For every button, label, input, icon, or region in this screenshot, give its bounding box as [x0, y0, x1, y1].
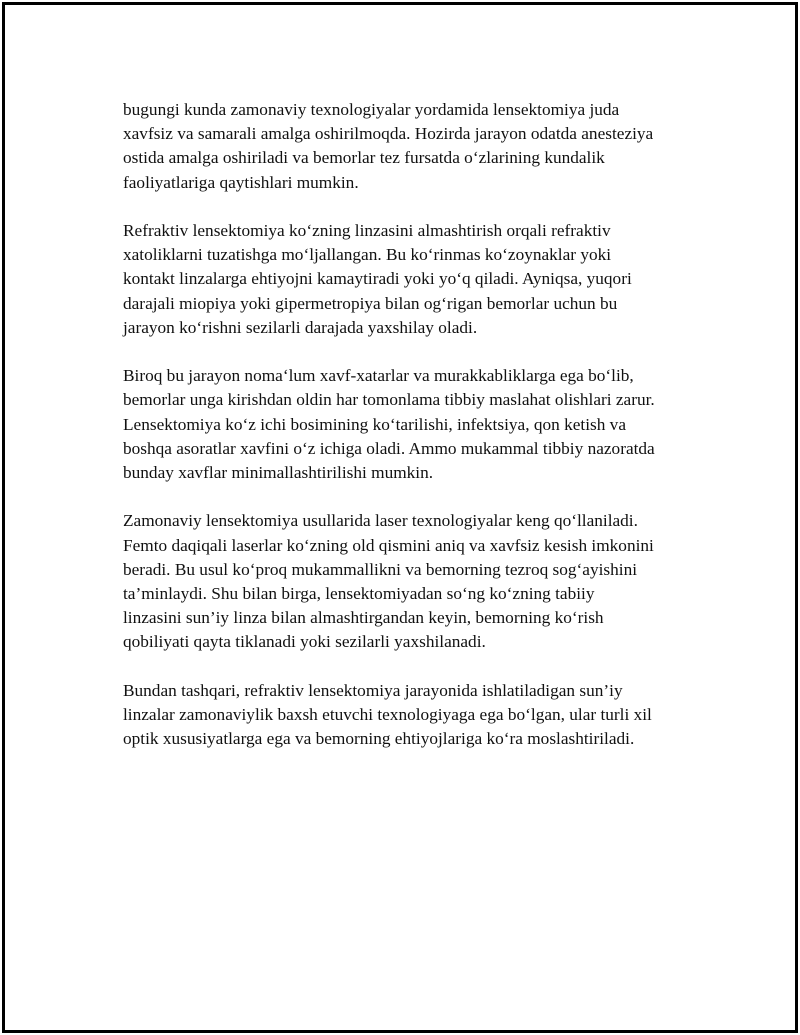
paragraph-2 [123, 219, 701, 340]
text-line: bunday xavflar minimallashtirilishi mumkin. [123, 463, 434, 483]
paragraph-5 [123, 679, 701, 752]
text-line: boshqa asoratlar xavfini o‘z ichiga oladi. Ammo mukammal tibbiy nazoratda [123, 438, 655, 458]
text-line: Zamonaviy lensektomiya usullarida laser texnologiyalar keng qo‘llaniladi. [123, 511, 638, 531]
text-line: linzasini sun’iy linza bilan almashtirgandan keyin, bemorning ko‘rish [123, 608, 604, 628]
text-line: xavfsiz va samarali amalga oshirilmoqda. Hozirda jarayon odatda anesteziya [123, 124, 654, 144]
text-line: darajali miopiya yoki gipermetropiya bilan og‘rigan bemorlar uchun bu [123, 293, 618, 313]
text-line: beradi. Bu usul ko‘proq mukammallikni va bemorning tezroq sog‘ayishini [123, 559, 638, 579]
text-line: xatoliklarni tuzatishga mo‘ljallangan. Bu ko‘rinmas ko‘zoynaklar yoki [123, 245, 612, 265]
text-line: jarayon ko‘rishni sezilarli darajada yaxshilay oladi. [123, 317, 478, 337]
text-line: kontakt linzalarga ehtiyojni kamaytiradi yoki yo‘q qiladi. Ayniqsa, yuqori [123, 269, 632, 289]
text-line: ostida amalga oshiriladi va bemorlar tez fursatda o‘zlarining kundalik [123, 148, 605, 168]
text-line: ta’minlaydi. Shu bilan birga, lensektomiyadan so‘ng ko‘zning tabiiy [123, 584, 595, 604]
text-line: Biroq bu jarayon noma‘lum xavf-xatarlar va murakkabliklarga ega bo‘lib, [123, 366, 634, 386]
paragraph-3 [123, 364, 701, 485]
text-line: Lensektomiya ko‘z ichi bosimining ko‘tarilishi, infektsiya, qon ketish va [123, 414, 626, 434]
text-line: qobiliyati qayta tiklanadi yoki sezilarli yaxshilanadi. [123, 632, 486, 652]
text-line: bemorlar unga kirishdan oldin har tomonlama tibbiy maslahat olishlari zarur. [123, 390, 655, 410]
page-frame [2, 2, 798, 1033]
paragraph-1 [123, 98, 701, 195]
text-line: Bundan tashqari, refraktiv lensektomiya jarayonida ishlatiladigan sun’iy [123, 680, 623, 700]
text-line: linzalar zamonaviylik baxsh etuvchi texnologiyaga ega bo‘lgan, ular turli xil [123, 705, 652, 725]
paragraph-4 [123, 509, 701, 654]
text-line: Femto daqiqali laserlar ko‘zning old qismini aniq va xavfsiz kesish imkonini [123, 535, 654, 555]
text-line: faoliyatlariga qaytishlari mumkin. [123, 172, 359, 192]
text-line: optik xususiyatlarga ega va bemorning ehtiyojlariga ko‘ra moslashtiriladi. [123, 729, 635, 749]
text-line: bugungi kunda zamonaviy texnologiyalar yordamida lensektomiya juda [123, 100, 620, 119]
document-body [123, 98, 701, 776]
text-line: Refraktiv lensektomiya ko‘zning linzasini almashtirish orqali refraktiv [123, 221, 611, 240]
